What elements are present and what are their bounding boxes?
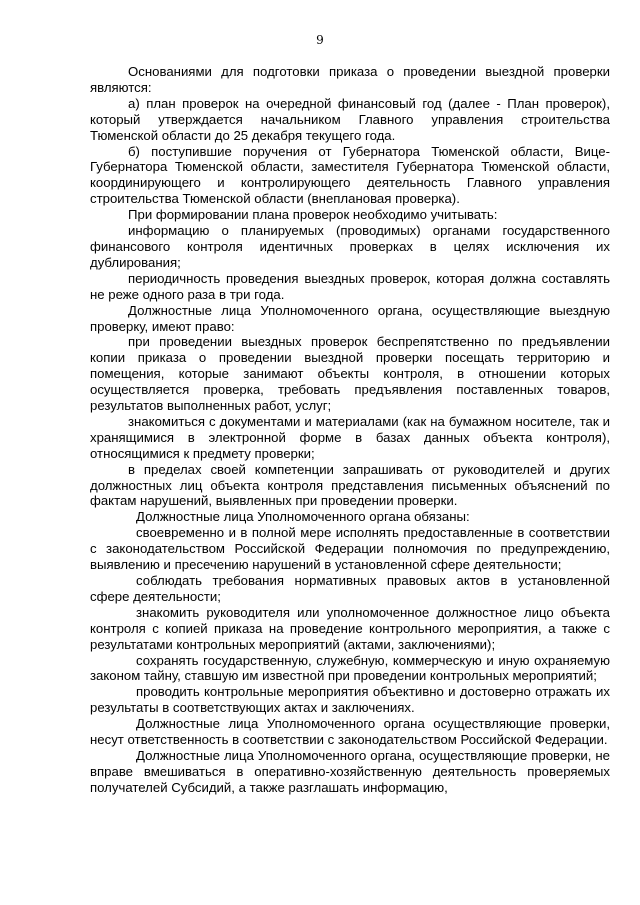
paragraph-item-b: б) поступившие поручения от Губернатора Тюменской области, Вице-Губернатора Тюменской области, заместителя Губернатора Тюменской области, координирующего и контролирующего деятельность Главного управления строительства Тюменской области (внеплановая проверка). <box>90 143 610 207</box>
paragraph-grounds: Основаниями для подготовки приказа о проведении выездной проверки являются: <box>90 64 610 95</box>
paragraph-right-documents: знакомиться с документами и материалами (как на бумажном носителе, так и хранящимися в электронной форме в базах данных объекта контроля), относящимися к предмету проверки; <box>90 413 610 461</box>
paragraph-duties-heading: Должностные лица Уполномоченного органа обязаны: <box>136 509 470 525</box>
paragraph-periodicity: периодичность проведения выездных проверок, которая должна составлять не реже одного раза в три года. <box>90 270 610 302</box>
paragraph-duty-secrecy: сохранять государственную, служебную, коммерческую и иную охраняемую законом тайну, ставшую им известной при проведении контрольных мероприятий; <box>90 652 610 684</box>
paragraph-identical-checks: информацию о планируемых (проводимых) органами государственного финансового контроля идентичных проверках в целях исключения их дублирования; <box>90 223 610 270</box>
paragraph-duty-acquaint: знакомить руководителя или уполномоченное должностное лицо объекта контроля с копией приказа на проведение контрольного мероприятия, а также с результатами контрольных мероприятий (актами, заключениями); <box>90 604 610 652</box>
document-body <box>90 64 610 796</box>
paragraph-duty-regulations: соблюдать требования нормативных правовых актов в установленной сфере деятельности; <box>90 573 610 604</box>
paragraph-item-a: а) план проверок на очередной финансовый год (далее - План проверок), который утверждается начальником Главного управления строительства Тюменской области до 25 декабря текущего года. <box>90 95 610 143</box>
paragraph-right-visit: при проведении выездных проверок беспрепятственно по предъявлении копии приказа о проведении выездной проверки посещать территорию и помещения, которые занимают объекты контроля, в отношении которых осуществляется проверка, требовать предъявления поставленных товаров, результатов выполненных работ, услуг; <box>90 334 610 414</box>
paragraph-right-explanations: в пределах своей компетенции запрашивать от руководителей и других должностных лиц объекта контроля представления письменных объяснений по фактам нарушений, выявленных при проведении проверки. <box>90 461 610 509</box>
page-number: 9 <box>316 33 324 47</box>
paragraph-plan-considerations: При формировании плана проверок необходимо учитывать: <box>128 207 498 223</box>
paragraph-rights-heading: Должностные лица Уполномоченного органа, осуществляющие выездную проверку, имеют право: <box>90 302 610 334</box>
paragraph-responsibility: Должностные лица Уполномоченного органа осуществляющие проверки, несут ответственность в соответствии с законодательством Российской Федерации. <box>90 716 610 748</box>
paragraph-restrictions: Должностные лица Уполномоченного органа, осуществляющие проверки, не вправе вмешиваться в оперативно-хозяйственную деятельность проверяемых получателей Субсидий, а также разглашать информацию, <box>90 747 610 795</box>
paragraph-duty-powers: своевременно и в полной мере исполнять предоставленные в соответствии с законодательством Российской Федерации полномочия по предупреждению, выявлению и пресечению нарушений в установленной сфере деятельности; <box>90 525 610 573</box>
paragraph-duty-objectivity: проводить контрольные мероприятия объективно и достоверно отражать их результаты в соответствующих актах и заключениях. <box>90 684 610 716</box>
